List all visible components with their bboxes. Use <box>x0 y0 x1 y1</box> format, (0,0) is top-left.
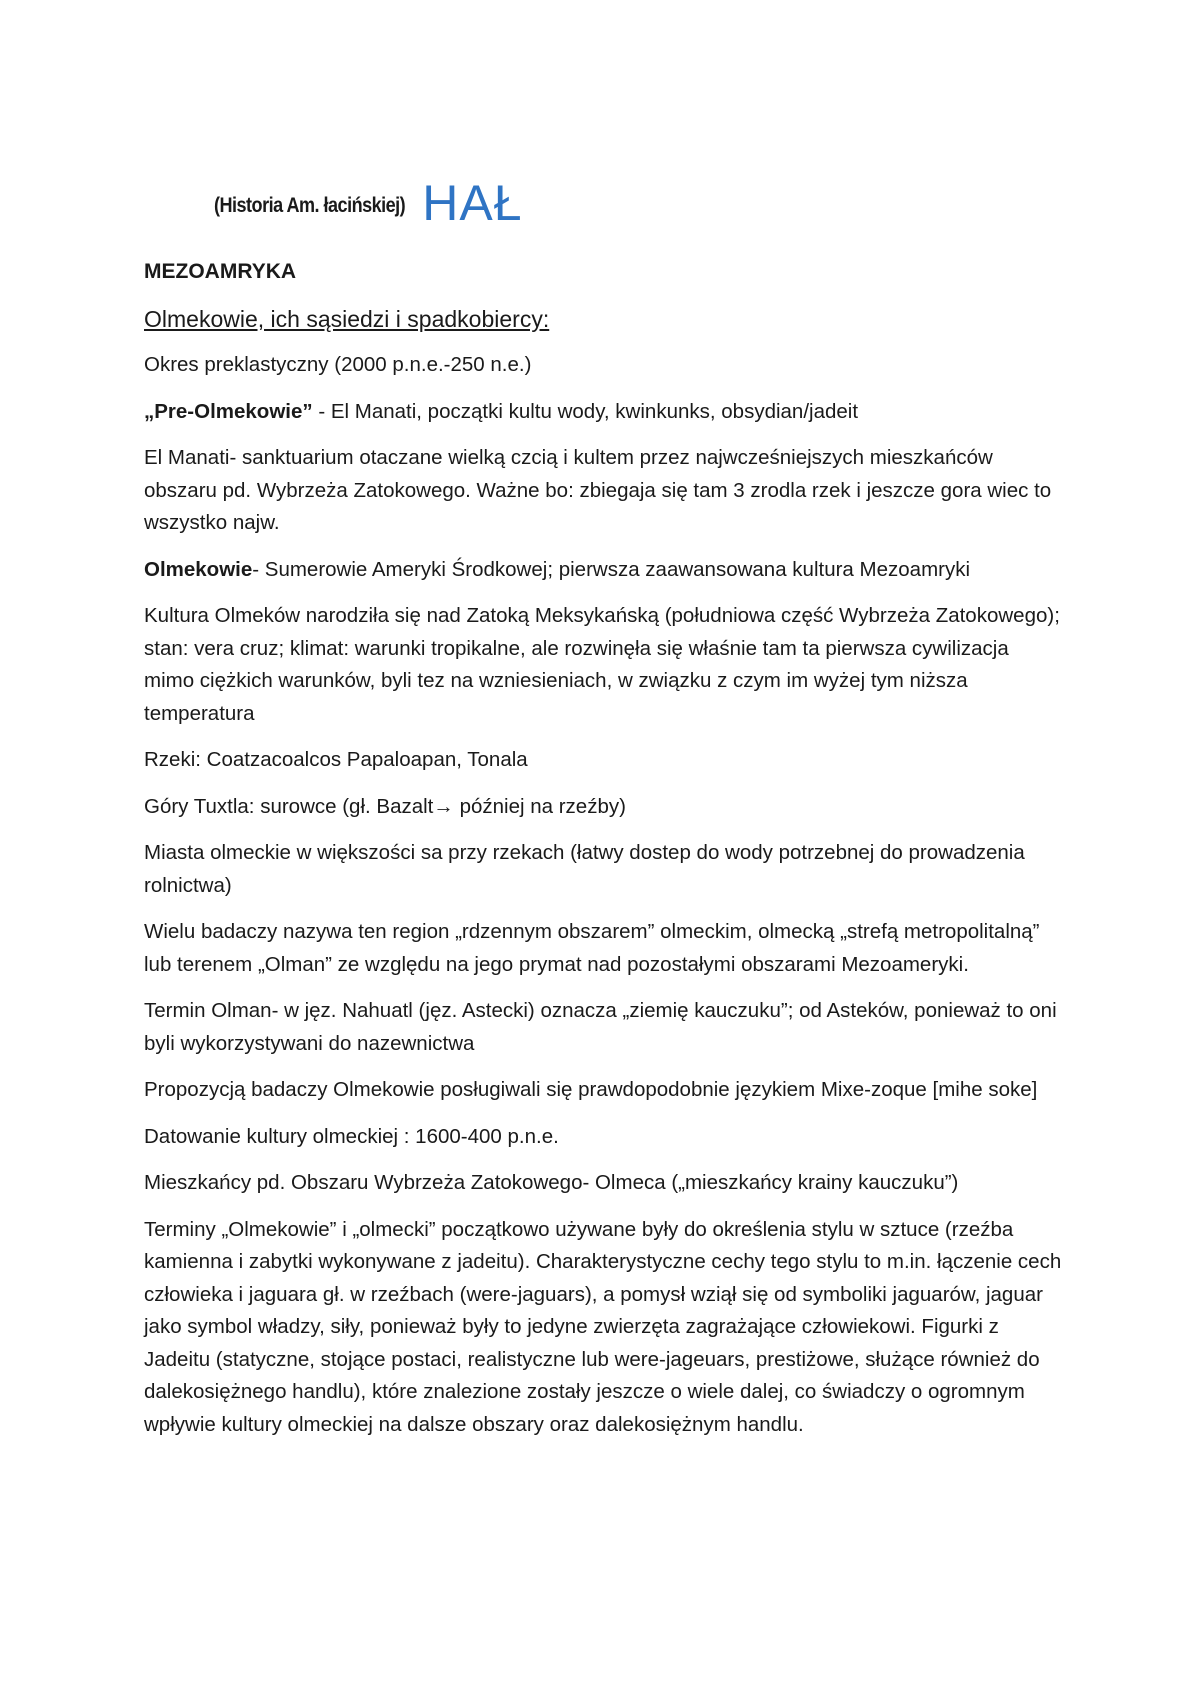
paragraph-heartland: Wielu badaczy nazywa ten region „rdzennym obszarem” olmeckim, olmecką „strefą metropolitalną” lub terenem „Olman” ze względu na jego prymat nad pozostałymi obszarami Mezoameryki. <box>144 920 1040 976</box>
paragraph-language: Propozycją badaczy Olmekowie posługiwali się prawdopodobnie językiem Mixe-zoque [mihe soke] <box>144 1078 1038 1101</box>
paragraph-text: - El Manati, początki kultu wody, kwinkunks, obsydian/jadeit <box>312 399 859 423</box>
document-title <box>214 170 1064 231</box>
paragraph-text: - Sumerowie Ameryki Środkowej; pierwsza zaawansowana kultura Mezoamryki <box>252 557 971 581</box>
paragraph-tuxtla: Góry Tuxtla: surowce (gł. Bazalt→ później na rzeźby) <box>144 794 626 818</box>
term-olmec: Olmekowie <box>144 557 253 581</box>
title-subtitle: (Historia Am. łacińskiej) <box>214 193 406 217</box>
paragraph-cities: Miasta olmeckie w większości sa przy rzekach (łatwy dostep do wody potrzebnej do prowadzenia rolnictwa) <box>144 841 1025 897</box>
section-subheading: Olmekowie, ich sąsiedzi i spadkobiercy: <box>144 305 550 332</box>
paragraph-culture-origin: Kultura Olmeków narodziła się nad Zatoką Meksykańską (południowa część Wybrzeża Zatokowego); stan: vera cruz; klimat: warunki tropikalne, ale rozwinęła się właśnie tam ta pierwsza cywilizacja mimo ciężkich warunków, byli tez na wzniesieniach, w związku z czym im wyżej tym niższa temperatura <box>144 604 1060 725</box>
paragraph-olman-term: Termin Olman- w jęz. Nahuatl (jęz. Astecki) oznacza „ziemię kauczuku”; od Asteków, ponieważ to oni byli wykorzystywani do nazewnictwa <box>144 999 1057 1055</box>
paragraph-pre-olmec <box>144 396 1064 429</box>
paragraph-period: Okres preklastyczny (2000 p.n.e.-250 n.e.) <box>144 353 532 376</box>
paragraph-olmec-definition <box>144 554 1064 587</box>
paragraph-dating: Datowanie kultury olmeckiej : 1600-400 p.n.e. <box>144 1124 559 1148</box>
paragraph-inhabitants: Mieszkańcy pd. Obszaru Wybrzeża Zatokowego- Olmeca („mieszkańcy krainy kauczuku”) <box>144 1171 959 1194</box>
title-acronym: HAŁ <box>422 175 523 231</box>
paragraph-art-style: Terminy „Olmekowie” i „olmecki” początkowo używane były do określenia stylu w sztuce (rzeźba kamienna i zabytki wykonywane z jadeitu). Charakterystyczne cechy tego stylu to m.in. łączenie cech człowieka i jaguara gł. w rzeźbach (were-jaguars), a pomysł wziął się od symboliki jaguarów, jaguar jako symbol władzy, siły, ponieważ były to jedyne zwierzęta zagrażające człowiekowi. Figurki z Jadeitu (statyczne, stojące postaci, realistyczne lub were-jageuars, prestiżowe, służące również do dalekosiężnego handlu), które znalezione zostały jeszcze o wiele dalej, co świadczy o ogromnym wpływie kultury olmeckiej na dalsze obszary oraz dalekosiężnym handlu. <box>144 1217 1062 1436</box>
term-pre-olmec: „Pre-Olmekowie” <box>144 399 313 423</box>
document-body <box>144 170 1064 1441</box>
paragraph-el-manati: El Manati- sanktuarium otaczane wielką czcią i kultem przez najwcześniejszych mieszkańców obszaru pd. Wybrzeża Zatokowego. Ważne bo: zbiegaja się tam 3 zrodla rzek i jeszcze gora wiec to wszystko najw. <box>144 446 1052 534</box>
section-heading: MEZOAMRYKA <box>144 260 297 283</box>
paragraph-rivers: Rzeki: Coatzacoalcos Papaloapan, Tonala <box>144 748 528 771</box>
